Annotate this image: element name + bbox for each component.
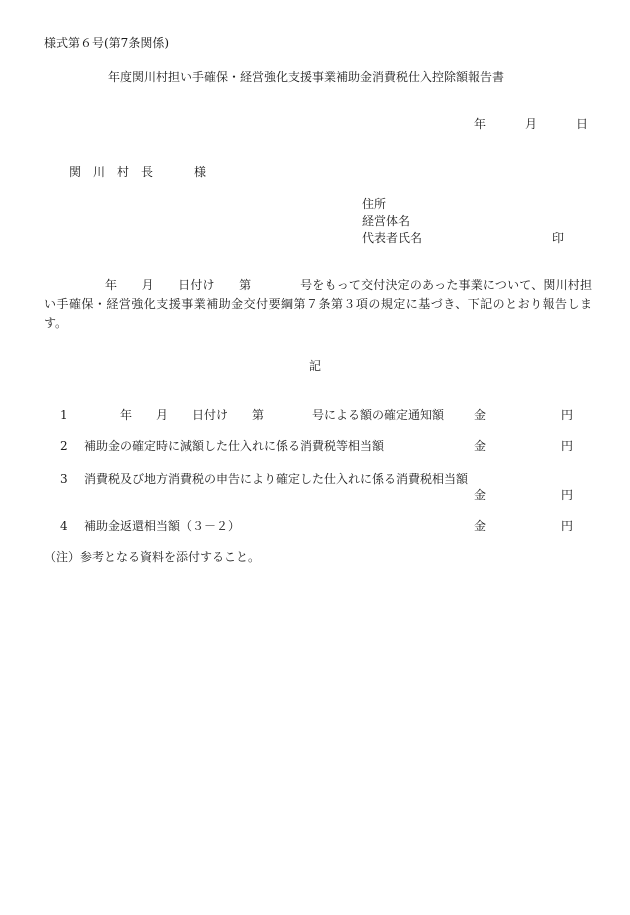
date-month: 月 — [525, 117, 538, 131]
item-text: 消費税及び地方消費税の申告により確定した仕入れに係る消費税相当額 — [84, 472, 469, 486]
item-yen: 円 — [561, 519, 574, 533]
body-paragraph: 年 月 日付け 第 号をもって交付決定のあった事業について、関川村担い手確保・経営強化支援事業補助金交付要綱第７条第３項の規定に基づき、下記のとおり報告します。 — [44, 278, 592, 330]
item-yen: 円 — [561, 488, 574, 502]
addressee-honorific: 様 — [194, 165, 207, 179]
document-title: 年度関川村担い手確保・経営強化支援事業補助金消費税仕入控除額報告書 — [108, 70, 505, 84]
applicant-address-label: 住所 — [362, 197, 387, 211]
applicant-entity-label: 経営体名 — [362, 214, 411, 228]
item-kin: 金 — [474, 519, 487, 533]
item-kin: 金 — [474, 408, 487, 422]
item-text: 補助金返還相当額（３－２） — [84, 519, 241, 533]
date-day: 日 — [576, 117, 589, 131]
item-text: 年 月 日付け 第 号による額の確定通知額 — [84, 408, 445, 422]
item-kin: 金 — [474, 439, 487, 453]
item-number: 3 — [60, 472, 68, 486]
date-year: 年 — [474, 117, 487, 131]
item-number: 4 — [60, 519, 68, 533]
item-yen: 円 — [561, 439, 574, 453]
form-label: 様式第６号(第7条関係) — [44, 36, 169, 50]
item-kin: 金 — [474, 488, 487, 502]
ki-heading: 記 — [309, 359, 322, 373]
item-number: 2 — [60, 439, 68, 453]
item-yen: 円 — [561, 408, 574, 422]
seal-mark: 印 — [552, 231, 565, 245]
note: （注）参考となる資料を添付すること。 — [44, 550, 261, 564]
applicant-rep-label: 代表者氏名 — [362, 231, 423, 245]
item-text: 補助金の確定時に減額した仕入れに係る消費税等相当額 — [84, 439, 385, 453]
item-number: 1 — [60, 408, 68, 422]
addressee-name: 関 川 村 長 — [69, 165, 154, 179]
